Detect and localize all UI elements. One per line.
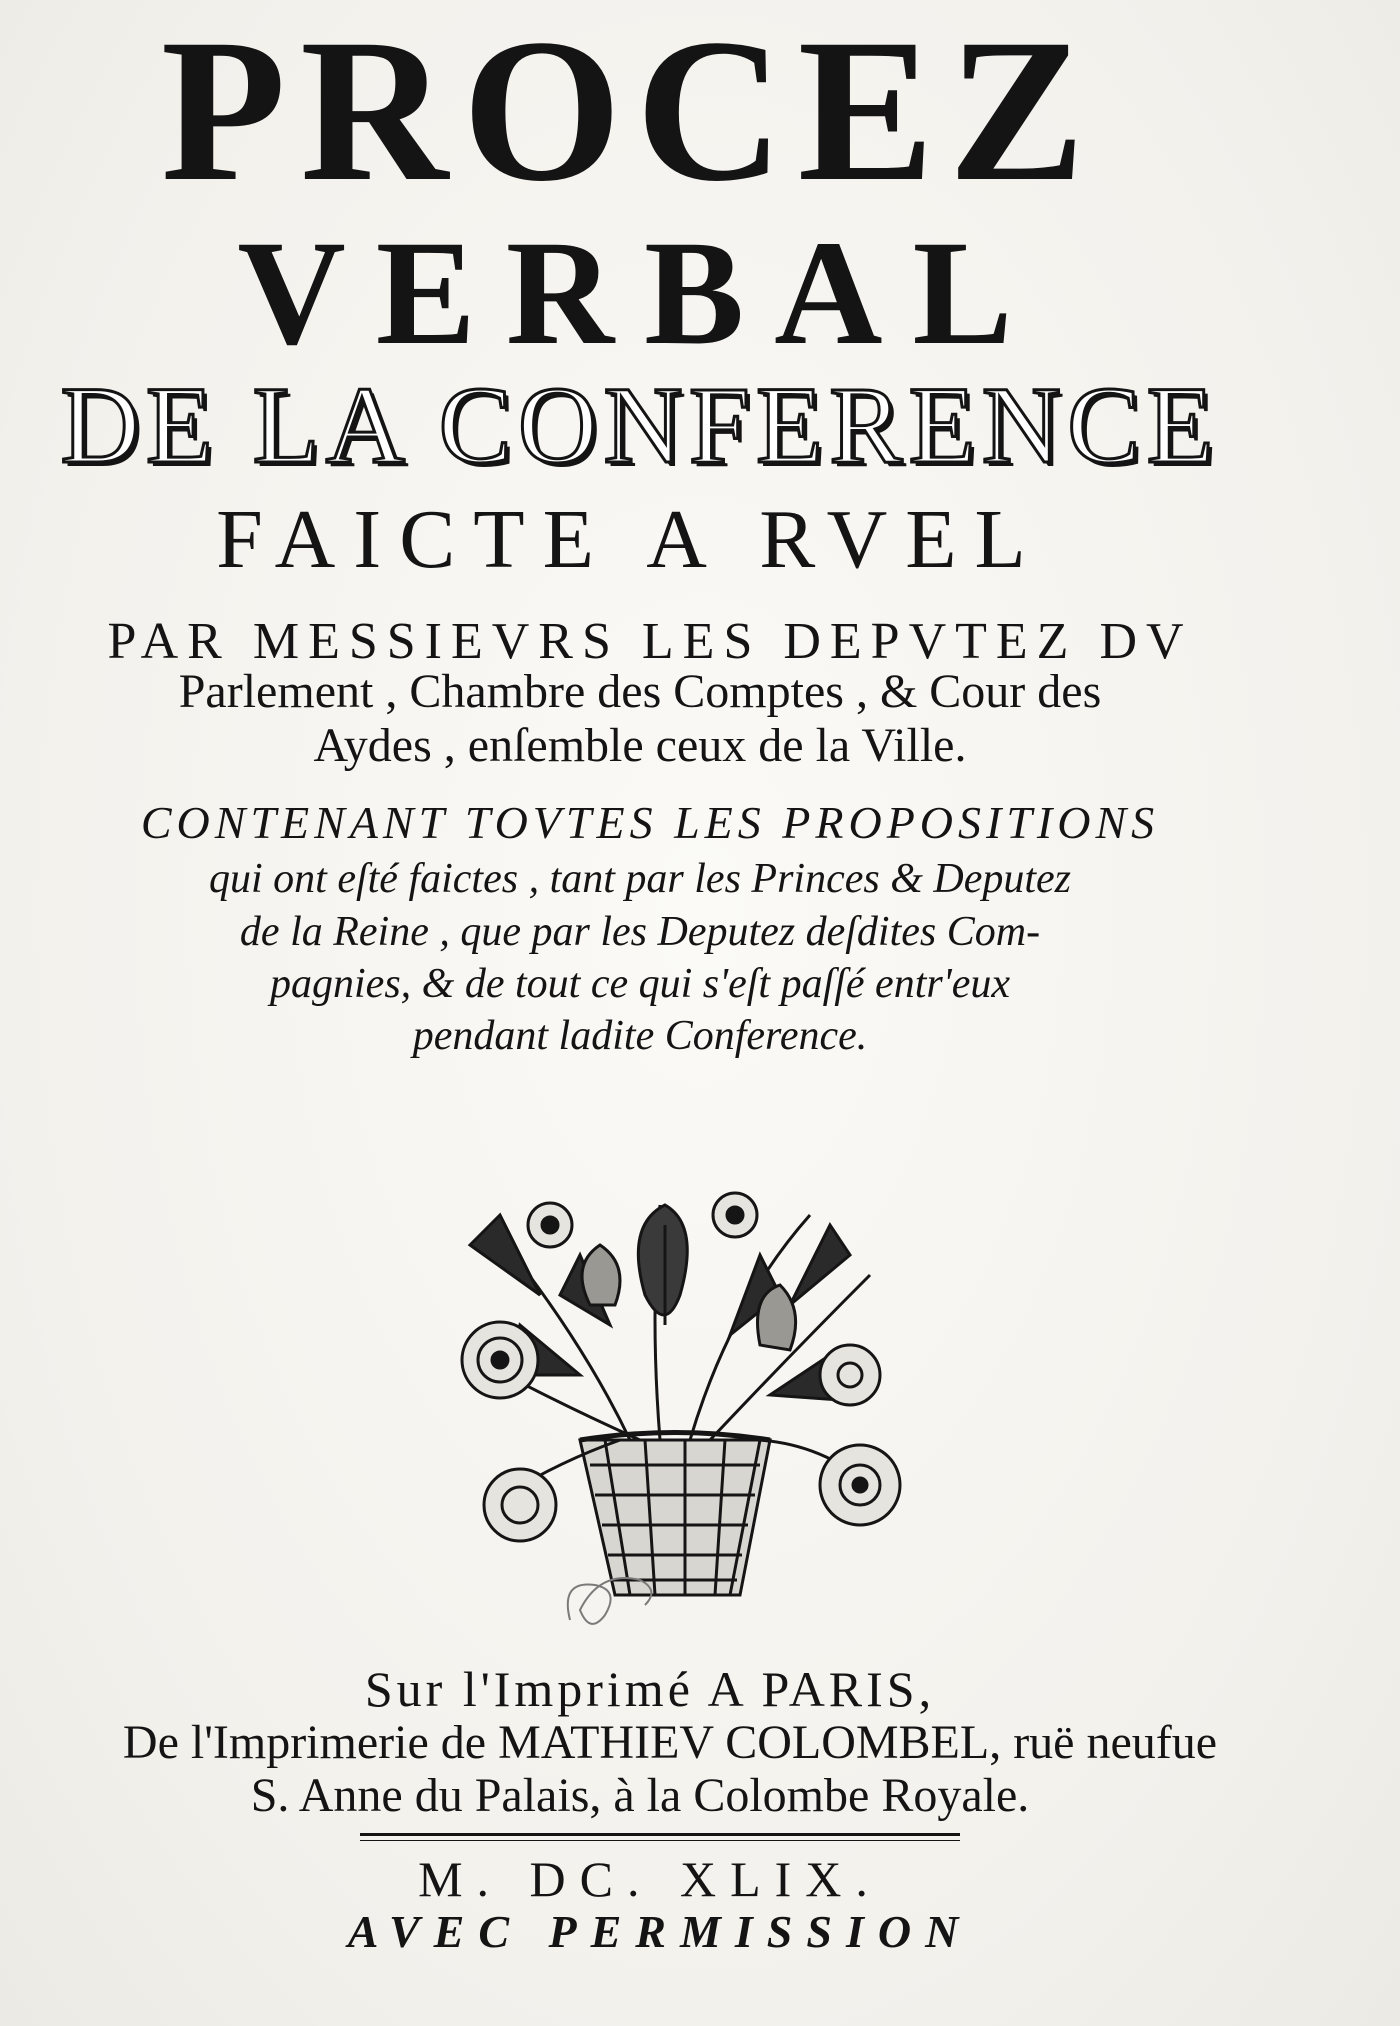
subtitle-parlement: Parlement , Chambre des Comptes , & Cour des	[178, 665, 1102, 718]
imprint-sur-l-imprime: Sur l'Imprimé A PARIS,	[364, 1661, 936, 1717]
divider-rule	[360, 1833, 960, 1836]
title-faicte-a-ruel: FAICTE A RVEL	[216, 493, 1044, 586]
title-verbal: VERBAL	[237, 210, 1043, 376]
contents-heading: CONTENANT TOVTES LES PROPOSITIONS	[140, 797, 1160, 848]
contents-line-1: qui ont eſté faictes , tant par les Princes & Deputez	[208, 856, 1072, 902]
imprint-address: S. Anne du Palais, à la Colombe Royale.	[250, 1769, 1030, 1822]
imprint-imprimerie: De l'Imprimerie de MATHIEV COLOMBEL, ruë neufue	[122, 1716, 1218, 1769]
ornament-flourish	[550, 1560, 670, 1640]
flower-basket-vignette	[430, 1185, 920, 1625]
avec-permission: AVEC PERMISSION	[347, 1906, 973, 1957]
title-procez: PROCEZ	[160, 0, 1100, 224]
contents-line-3: pagnies, & de tout ce qui s'eſt paſſé entr'eux	[270, 961, 1010, 1007]
contents-line-4: pendant ladite Conference.	[412, 1013, 868, 1059]
title-conference: DE LA CONFERENCE	[60, 364, 1220, 486]
publication-year: M. DC. XLIX.	[418, 1851, 882, 1907]
subtitle-par-messieurs: PAR MESSIEVRS LES DEPVTEZ DV	[107, 613, 1193, 670]
divider-rule-thin	[360, 1840, 960, 1841]
contents-line-2: de la Reine , que par les Deputez deſdites Com-	[239, 909, 1041, 955]
subtitle-aydes: Aydes , enſemble ceux de la Ville.	[313, 719, 967, 772]
